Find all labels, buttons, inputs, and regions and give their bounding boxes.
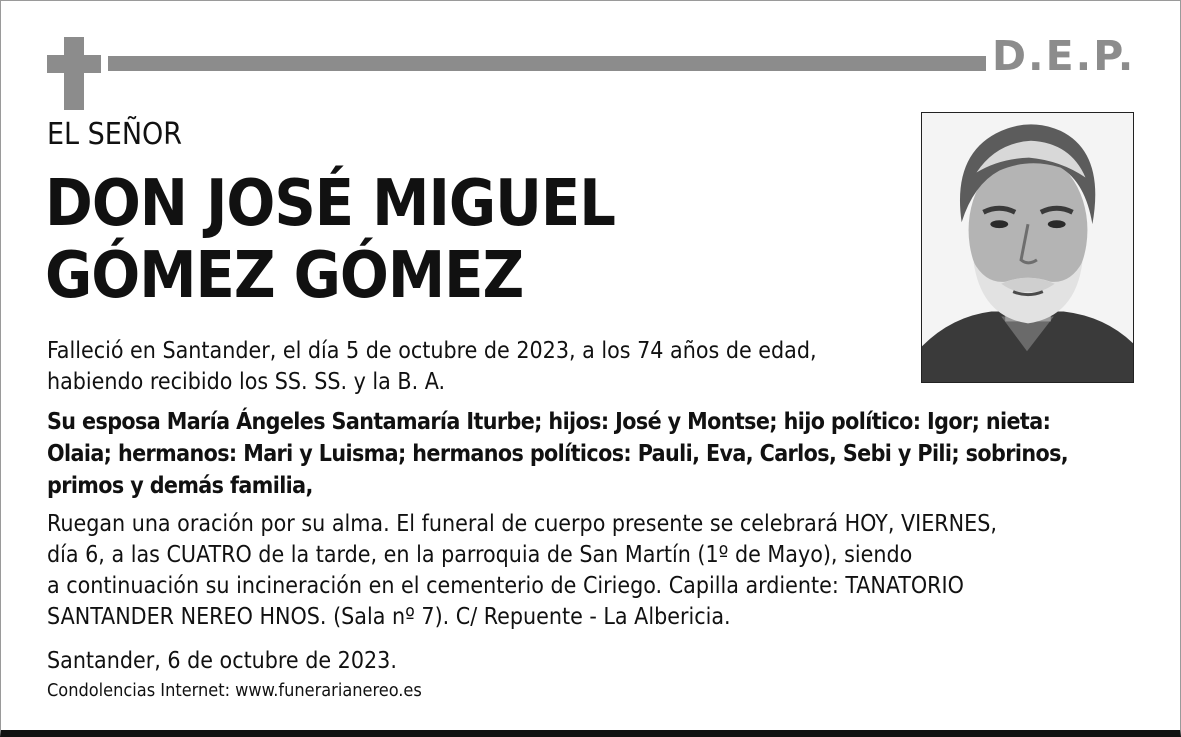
closing-date: Santander, 6 de octubre de 2023. — [47, 648, 397, 674]
funeral-details — [47, 509, 997, 633]
cross-icon-vertical — [64, 37, 84, 110]
funeral-line: Ruegan una oración por su alma. El funeral de cuerpo presente se celebrará HOY, VIERNES, — [47, 511, 997, 537]
portrait-photo — [921, 112, 1134, 383]
death-notice-line: habiendo recibido los SS. SS. y la B. A. — [47, 369, 446, 395]
condolences-website: Condolencias Internet: www.funerarianereo.es — [47, 680, 422, 701]
family-line: Su esposa María Ángeles Santamaría Iturbe; hijos: José y Montse; hijo político: Igor; nieta: — [47, 409, 1051, 435]
death-notice-line: Falleció en Santander, el día 5 de octubre de 2023, a los 74 años de edad, — [47, 338, 817, 364]
name-line-2: GÓMEZ GÓMEZ — [45, 239, 524, 313]
portrait-icon — [922, 113, 1133, 382]
header-rule — [108, 56, 986, 71]
family-line: Olaia; hermanos: Mari y Luisma; hermanos políticos: Pauli, Eva, Carlos, Sebi y Pili; sobrinos, — [47, 441, 1069, 467]
deceased-name — [45, 168, 615, 312]
family-line: primos y demás familia, — [47, 473, 313, 499]
dep-label: D.E.P. — [992, 32, 1136, 80]
family-list — [47, 406, 1147, 502]
name-line-1: DON JOSÉ MIGUEL — [45, 167, 615, 241]
death-notice — [47, 336, 817, 398]
honorific: EL SEÑOR — [47, 117, 183, 152]
cross-icon-horizontal — [47, 55, 101, 73]
funeral-line: SANTANDER NEREO HNOS. (Sala nº 7). C/ Repuente - La Albericia. — [47, 604, 731, 630]
funeral-line: día 6, a las CUATRO de la tarde, en la parroquia de San Martín (1º de Mayo), siendo — [47, 542, 913, 568]
funeral-line: a continuación su incineración en el cementerio de Ciriego. Capilla ardiente: TANATORIO — [47, 573, 964, 599]
